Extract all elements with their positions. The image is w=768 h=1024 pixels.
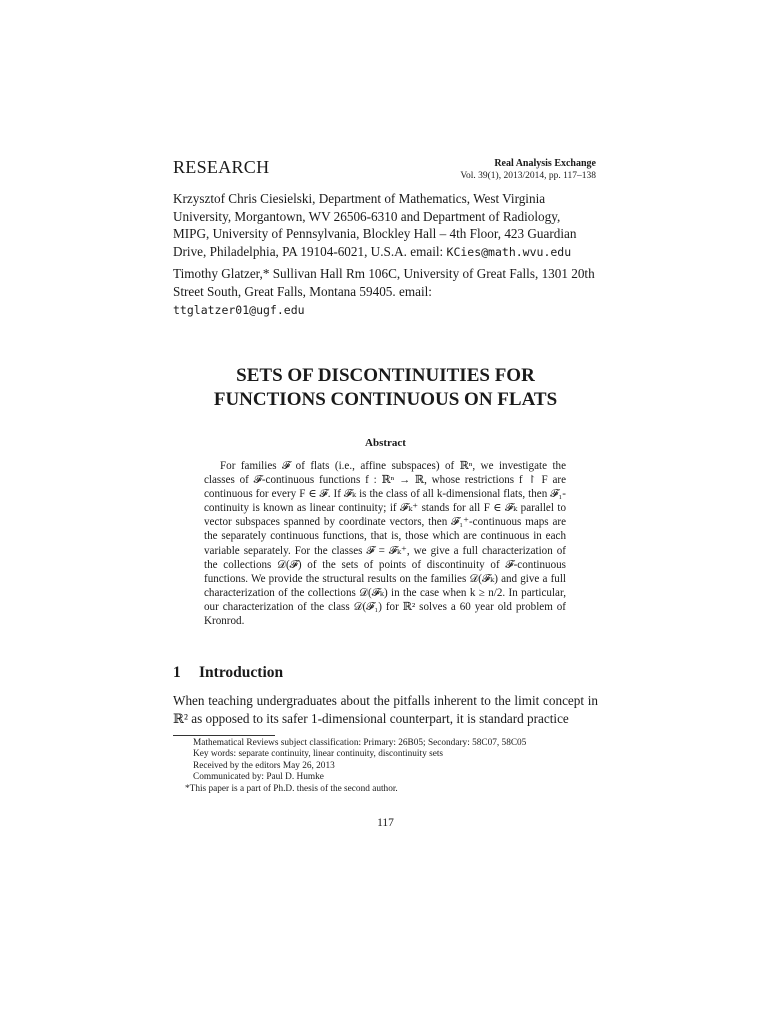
footnote-received: Received by the editors May 26, 2013 xyxy=(193,760,335,771)
section-heading xyxy=(173,664,283,682)
footnote-msc: Mathematical Reviews subject classification: Primary: 26B05; Secondary: 58C07, 58C05 xyxy=(193,738,527,748)
section-title: Introduction xyxy=(199,664,284,681)
footnote-rule xyxy=(173,735,275,736)
abstract-body xyxy=(204,459,566,628)
footnote-communicated: Communicated by: Paul D. Humke xyxy=(193,772,324,783)
author-1-affiliation: Krzysztof Chris Ciesielski, Department of Mathematics, West Virginia University, Morgantown, WV 26506-6310 and Department of Radiology, MIPG, University of Pennsylvania, Blockley Hall – 4th Floor, 423 Guardian Drive, Philadelphia, PA 19104-6021, U.S.A. email: xyxy=(173,191,577,259)
title-line-1: SETS OF DISCONTINUITIES FOR xyxy=(236,365,535,386)
author-2-email: ttglatzer01@ugf.edu xyxy=(173,302,305,317)
section-number: 1 xyxy=(173,664,181,681)
page-number: 117 xyxy=(377,817,394,829)
author-2-affiliation: Timothy Glatzer,* Sullivan Hall Rm 106C, University of Great Falls, 1301 20th Street South, Great Falls, Montana 59405. email: xyxy=(173,266,595,299)
footnotes xyxy=(173,738,598,795)
journal-info xyxy=(460,158,596,182)
section-label: RESEARCH xyxy=(173,157,270,177)
author-block xyxy=(173,190,598,323)
footnote-keywords: Key words: separate continuity, linear continuity, discontinuity sets xyxy=(193,749,444,760)
author-1 xyxy=(173,190,598,261)
footnote-star: *This paper is a part of Ph.D. thesis of the second author. xyxy=(185,783,398,794)
journal-volume: Vol. 39(1), 2013/2014, pp. 117–138 xyxy=(460,171,596,181)
body-paragraph: When teaching undergraduates about the pitfalls inherent to the limit concept in ℝ² as opposed to its safer 1-dimensional counterpart, it is standard practice xyxy=(173,693,598,727)
author-1-email: KCies@math.wvu.edu xyxy=(446,244,572,259)
abstract-text: For families 𝓕 of flats (i.e., affine subspaces) of ℝⁿ, we investigate the classes of 𝓕-continuous functions f : ℝⁿ → ℝ, whose restrictions f ↾ F are continuous for every F ∈ 𝓕. If 𝓕ₖ is the class of all k-dimensional flats, then 𝓕₁-continuity is known as linear continuity; if 𝓕ₖ⁺ stands for all F ∈ 𝓕ₖ parallel to vector subspaces spanned by coordinate vectors, then 𝓕₁⁺-continuous maps are the separately continuous functions, that is, those which are continuous in each variable separately. For the classes 𝓕 = 𝓕ₖ⁺, we give a full characterization of the collections 𝒟(𝓕) of the sets of points of discontinuity of 𝓕-continuous functions. We provide the structural results on the families 𝒟(𝓕ₖ) and give a full characterization of the collections 𝒟(𝓕ₖ) in the case when k ≥ n/2. In particular, our characterization of the class 𝒟(𝓕₁) for ℝ² solves a 60 year old problem of Kronrod. xyxy=(204,460,566,628)
title-line-2: FUNCTIONS CONTINUOUS ON FLATS xyxy=(213,389,558,410)
journal-name: Real Analysis Exchange xyxy=(494,158,596,169)
author-2 xyxy=(173,265,598,319)
paper-title xyxy=(173,364,598,412)
abstract-heading: Abstract xyxy=(365,437,406,449)
